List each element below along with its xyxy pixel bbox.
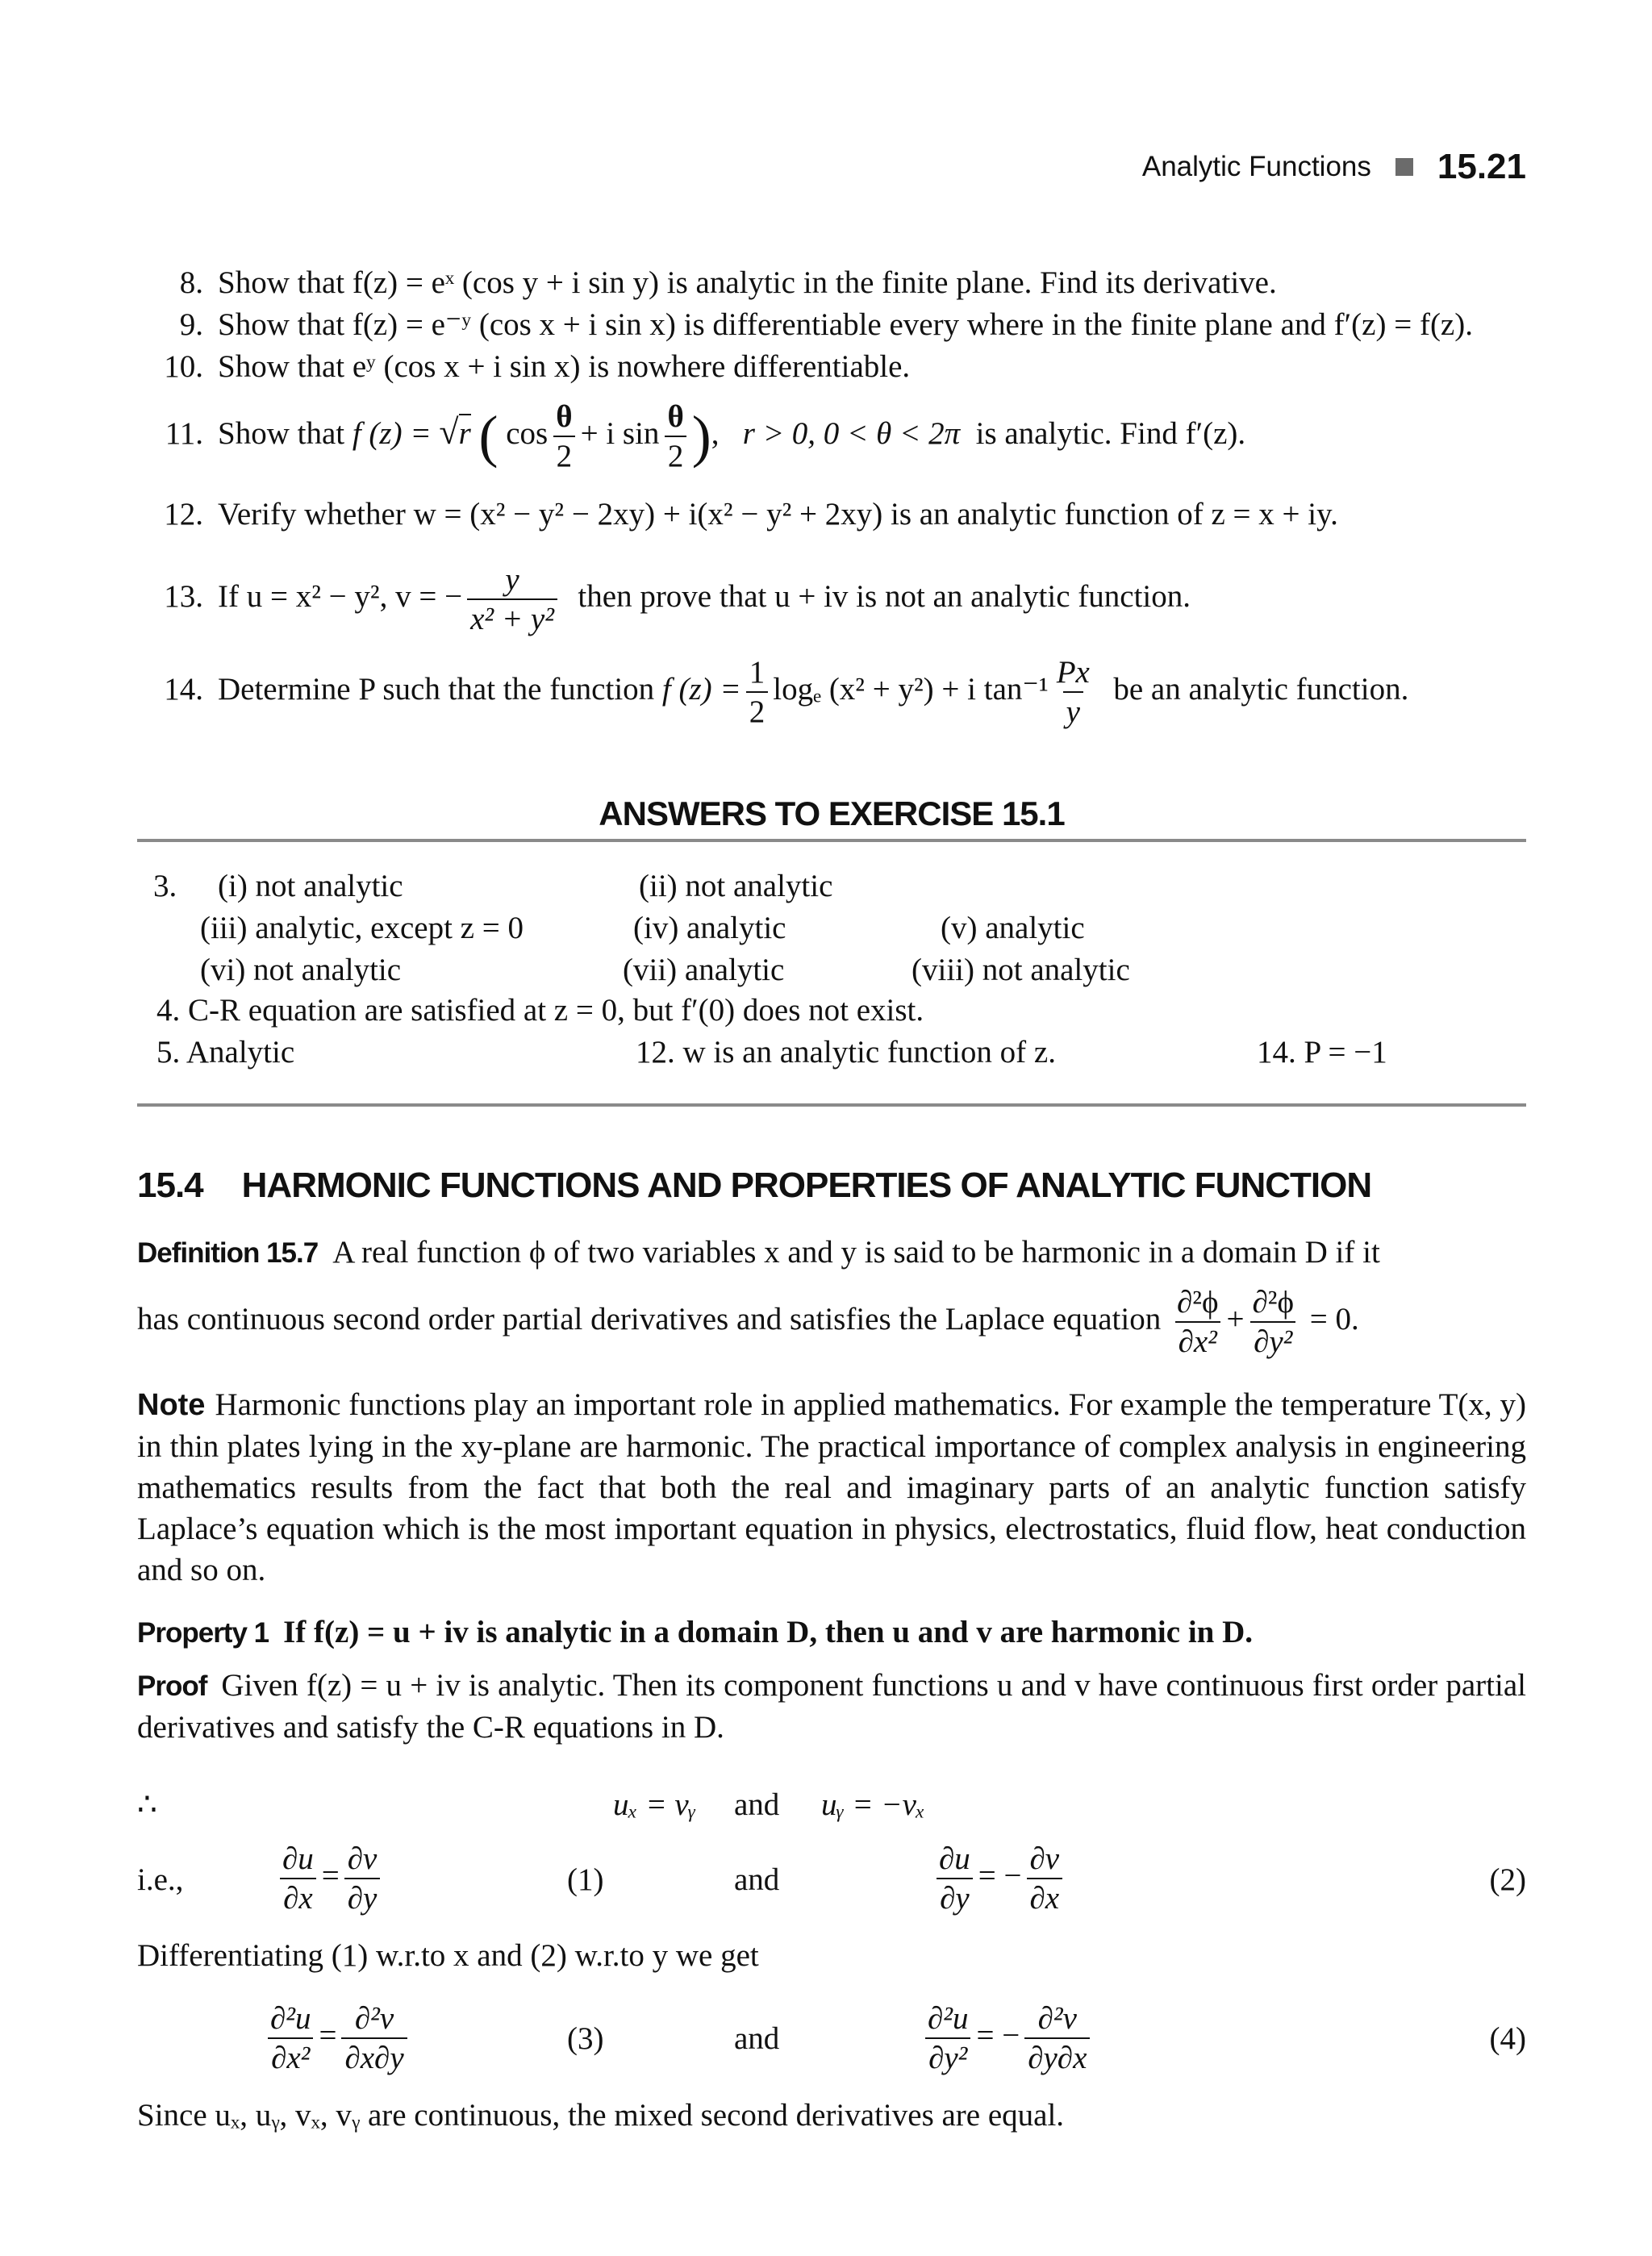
exercise-13: 13. If u = x² − y², v = − $\frac{y}{\text{x² + y²}}$ then prove that u + iv is not an analytic function. — [164, 562, 1191, 637]
exercise-11: 11. Show that f (z) = √r ( cos $\frac{\theta}{2}$ + i sin $\frac{\theta}{2}$ ), r > 0, 0 < θ < 2π is analytic. Find f′(z). — [165, 399, 1246, 473]
tag-2: (2) — [1489, 1862, 1526, 1897]
page-number: 15.21 — [1437, 147, 1526, 186]
answer-3-iv: (iv) analytic — [633, 911, 786, 945]
answer-3-v: (v) analytic — [941, 911, 1085, 945]
answers-top-rule — [137, 839, 1526, 842]
laplace-line: has continuous second order partial derivatives and satisfies the Laplace equation $\frac{\text{∂²ϕ}}{\text{∂x²}}$ + $\frac{\text{∂²ϕ}}{\text{∂y²}}$ = 0. — [137, 1285, 1359, 1360]
and-word: and — [734, 2021, 780, 2056]
answers-title: ANSWERS TO EXERCISE 15.1 — [599, 794, 1065, 832]
running-head — [1142, 147, 1526, 187]
exercise-14: 14. Determine P such that the function f (z) = $\frac{1}{2}$ logₑ (x² + y²) + i tan⁻¹ $\frac{Px}{y}$ be an analytic function. — [164, 655, 1409, 730]
exercise-9: 9. Show that f(z) = e⁻ʸ (cos x + i sin x) is differentiable every where in the finite plane and f′(z) = f(z). — [179, 307, 1473, 342]
d2phi-dy2: $\frac{\text{∂²ϕ}}{\text{∂y²}}$ — [1249, 1286, 1297, 1357]
cr-eq-2: uᵧ = −vₓ — [821, 1787, 926, 1822]
exercise-12: 12. Verify whether w = (x² − y² − 2xy) + i(x² − y² + 2xy) is an analytic function of z = x + iy. — [164, 497, 1338, 532]
exercise-10: 10. Show that eʸ (cos x + i sin x) is nowhere differentiable. — [164, 349, 911, 384]
and-word: and — [734, 1787, 780, 1822]
equation-1: $\frac{\partial u}{\partial x}$ = $\frac{\partial v}{\partial y}$ — [274, 1836, 385, 1916]
cr-eq-1: uₓ = vᵧ — [613, 1787, 696, 1822]
running-title: Analytic Functions — [1141, 151, 1371, 182]
definition-15-7: Definition 15.7 A real function ϕ of two variables x and y is said to be harmonic in a domain D if it — [137, 1235, 1380, 1270]
answer-3-ii: (ii) not analytic — [639, 869, 833, 903]
answers-bottom-rule — [137, 1103, 1526, 1107]
answer-3-iii: (iii) analytic, except z = 0 — [200, 911, 524, 945]
exercise-8: 8. Show that f(z) = eˣ (cos y + i sin y) is analytic in the finite plane. Find its derivative. — [179, 265, 1277, 300]
answer-12: 12. w is an analytic function of z. — [636, 1035, 1056, 1070]
and-word: and — [734, 1862, 780, 1897]
therefore-symbol: ∴ — [137, 1787, 157, 1822]
answer-3-num: 3. — [153, 869, 177, 903]
tag-1: (1) — [567, 1862, 604, 1897]
since-text: Since uₓ, uᵧ, vₓ, vᵧ are continuous, the mixed second derivatives are equal. — [137, 2098, 1065, 2133]
answer-3-vii: (vii) analytic — [623, 953, 785, 987]
property-1: Property 1 If f(z) = u + iv is analytic in a domain D, then u and v are harmonic in D. — [137, 1615, 1254, 1649]
answer-5: 5. Analytic — [156, 1035, 295, 1070]
note-paragraph: Note Harmonic functions play an important role in applied mathematics. For example the temperature T(x, y) in thin plates lying in the xy-plane are harmonic. The practical importance of complex analysis in engineering mathematics results from the fact that both the real and imaginary parts of an analytic function satisfy Laplace’s equation which is the most important equation in physics, electrostatics, fluid flow, heat conduction and so on. — [137, 1387, 1526, 1587]
equation-2: $\frac{\partial u}{\partial y}$ = − $\frac{\partial v}{\partial x}$ — [931, 1836, 1067, 1916]
theta-over-two: $\frac{\theta}{2}$ — [664, 401, 686, 472]
proof-paragraph: Proof Given f(z) = u + iv is analytic. Then its component functions u and v have continuous first order partial derivatives and satisfy the C-R equations in D. — [137, 1668, 1526, 1745]
one-half: $\frac{1}{2}$ — [746, 657, 769, 728]
section-heading: 15.4 HARMONIC FUNCTIONS AND PROPERTIES OF ANALYTIC FUNCTION — [137, 1166, 1372, 1205]
differentiating-text: Differentiating (1) w.r.to x and (2) w.r.to y we get — [137, 1938, 759, 1973]
ie-label: i.e., — [137, 1862, 184, 1897]
square-bullet-icon — [1395, 158, 1413, 176]
equation-4: $\frac{\text{∂²u}}{\text{∂y²}}$ = − $\frac{\text{∂²v}}{\partial y\partial x}$ — [920, 1995, 1095, 2076]
theta-over-two: $\frac{\theta}{2}$ — [553, 401, 575, 472]
y-over-x2-plus-y2: $\frac{y}{\text{x² + y²}}$ — [467, 564, 557, 635]
equation-3: $\frac{\text{∂²u}}{\text{∂x²}}$ = $\frac{\text{∂²v}}{\partial x\partial y}$ — [262, 1995, 412, 2076]
textbook-page — [137, 0, 1526, 2256]
tag-3: (3) — [567, 2021, 604, 2056]
answer-14: 14. P = −1 — [1257, 1035, 1387, 1070]
px-over-y: $\frac{Px}{y}$ — [1056, 655, 1090, 730]
sqrt-symbol: √ — [439, 411, 459, 452]
answer-3-vi: (vi) not analytic — [200, 953, 402, 987]
d2phi-dx2: $\frac{\text{∂²ϕ}}{\text{∂x²}}$ — [1174, 1286, 1222, 1357]
answer-3-viii: (viii) not analytic — [912, 953, 1130, 987]
tag-4: (4) — [1489, 2021, 1526, 2056]
answer-3-i: (i) not analytic — [218, 869, 403, 903]
answer-4: 4. C-R equation are satisfied at z = 0, but f′(0) does not exist. — [156, 993, 924, 1028]
